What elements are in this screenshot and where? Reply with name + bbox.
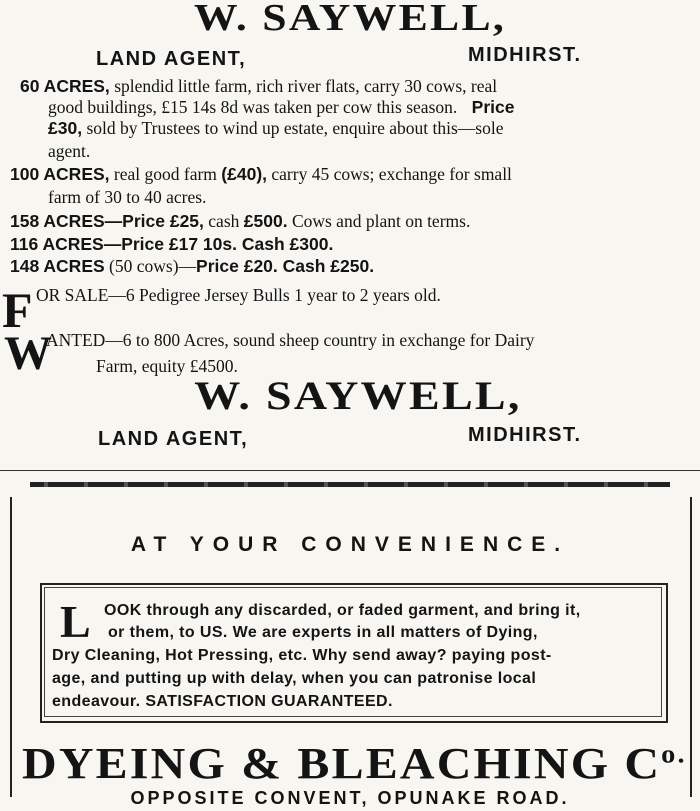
listing-100-acres-line2: farm of 30 to 40 acres. bbox=[48, 187, 207, 207]
body-dropcap: L bbox=[60, 596, 91, 647]
listing-100-acres-line1: 100 ACRES, real good farm (£40), carry 45 cows; exchange for small bbox=[10, 164, 512, 184]
listing-60-acres-line4: agent. bbox=[48, 141, 91, 161]
footer-advertiser-name: W. SAYWELL, bbox=[194, 373, 522, 418]
body-line-3: Dry Cleaning, Hot Pressing, etc. Why send away? paying post- bbox=[52, 647, 552, 664]
advertiser-name: W. SAYWELL, bbox=[193, 0, 507, 39]
wanted-notice-line1: ANTED—6 to 800 Acres, sound sheep country in exchange for Dairy bbox=[46, 330, 535, 350]
body-line-4: age, and putting up with delay, when you can patronise local bbox=[52, 670, 537, 687]
company-address: OPPOSITE CONVENT, OPUNAKE ROAD. bbox=[130, 788, 570, 808]
body-line-5: endeavour. SATISFACTION GUARANTEED. bbox=[52, 693, 393, 710]
section-divider bbox=[0, 470, 700, 471]
for-sale-notice: OR SALE—6 Pedigree Jersey Bulls 1 year to 2 years old. bbox=[36, 285, 441, 305]
listing-60-acres-line2: good buildings, £15 14s 8d was taken per cow this season. Price bbox=[48, 97, 515, 117]
wanted-dropcap: W bbox=[4, 327, 52, 380]
footer-town: MIDHIRST. bbox=[468, 424, 582, 446]
headline: AT YOUR CONVENIENCE. bbox=[130, 533, 570, 556]
body-line-2: or them, to US. We are experts in all matters of Dying, bbox=[108, 624, 538, 641]
listing-148-acres: 148 ACRES (50 cows)—Price £20. Cash £250. bbox=[10, 256, 375, 276]
listing-60-acres-line3: £30, sold by Trustees to wind up estate, enquire about this—sole bbox=[48, 118, 504, 138]
footer-role: LAND AGENT, bbox=[98, 428, 249, 450]
listing-60-acres-line1: 60 ACRES, splendid little farm, rich river flats, carry 30 cows, real bbox=[20, 76, 498, 96]
listing-158-acres: 158 ACRES—Price £25, cash £500. Cows and plant on terms. bbox=[10, 211, 471, 231]
advertiser-role: LAND AGENT, bbox=[96, 48, 247, 70]
decorative-border-bar bbox=[30, 482, 670, 487]
body-line-1: OOK through any discarded, or faded garment, and bring it, bbox=[104, 602, 581, 619]
company-name: DYEING & BLEACHING $C^{o.}$ bbox=[22, 739, 687, 788]
listing-116-acres: 116 ACRES—Price £17 10s. Cash £300. bbox=[10, 234, 334, 254]
listing-acres: 60 ACRES, bbox=[20, 76, 110, 96]
advertiser-town: MIDHIRST. bbox=[468, 44, 582, 66]
for-sale-dropcap: F bbox=[2, 282, 33, 338]
wanted-notice-line2: Farm, equity £4500. bbox=[96, 356, 238, 376]
